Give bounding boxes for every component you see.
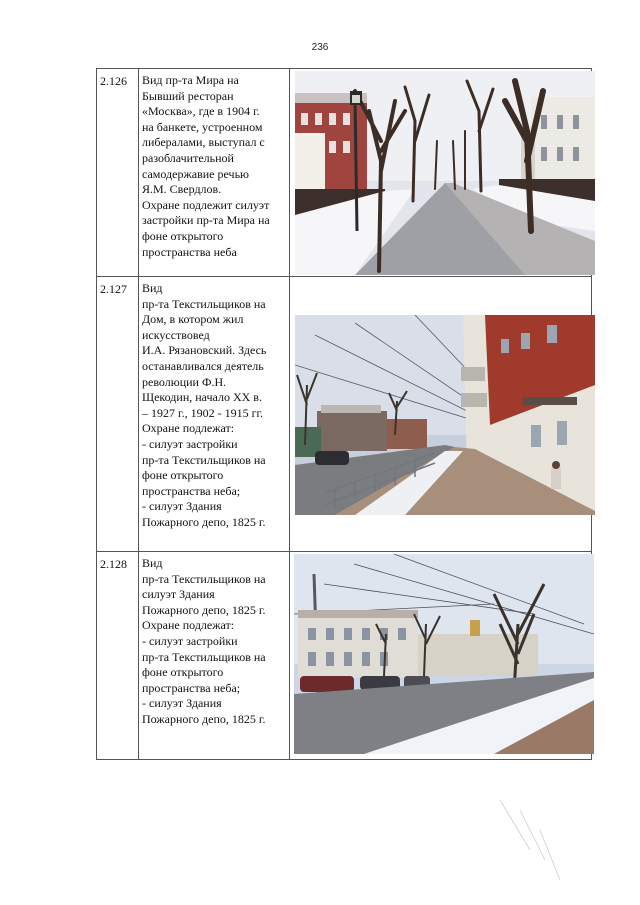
description-line: – 1927 г., 1902 - 1915 гг.	[142, 405, 264, 420]
row-description	[139, 69, 290, 277]
photo-cell	[290, 277, 592, 552]
description-line: пр-та Текстильщиков на	[142, 296, 266, 311]
street-photo	[294, 554, 594, 754]
description-line: Бывший ресторан	[142, 88, 234, 103]
row-number: 2.127	[97, 277, 139, 552]
description-line: революции Ф.Н.	[142, 374, 227, 389]
description-line: пространства неба;	[142, 483, 241, 498]
description-line: пространства неба	[142, 244, 237, 259]
row-number: 2.128	[97, 552, 139, 760]
table-row	[97, 69, 592, 277]
description-line: Я.М. Свердлов.	[142, 182, 222, 197]
description-line: Охране подлежит силуэт	[142, 197, 270, 212]
description-line: на банкете, устроенном	[142, 119, 263, 134]
photo-cell	[290, 552, 592, 760]
row-description	[139, 277, 290, 552]
scan-marks	[490, 790, 570, 890]
description-line: Дом, в котором жил	[142, 312, 244, 327]
description-line: Пожарного депо, 1825 г.	[142, 514, 266, 529]
table-row	[97, 277, 592, 552]
description-line: фоне открытого	[142, 468, 224, 483]
description-line: Пожарного депо, 1825 г.	[142, 711, 266, 726]
description-line: пространства неба;	[142, 680, 241, 695]
description-line: - силуэт Здания	[142, 696, 222, 711]
street-photo	[295, 71, 595, 275]
row-number: 2.126	[97, 69, 139, 277]
description-line: застройки пр-та Мира на	[142, 213, 270, 228]
description-line: фоне открытого	[142, 665, 224, 680]
description-line: останавливался деятель	[142, 358, 264, 373]
description-line: Охране подлежат:	[142, 618, 235, 633]
street-photo	[295, 315, 595, 515]
description-line: - силуэт Здания	[142, 499, 222, 514]
description-line: разоблачительной	[142, 150, 234, 165]
description-line: Щекодин, начало XX в.	[142, 390, 262, 405]
description-line: пр-та Текстильщиков на	[142, 649, 266, 664]
page-number: 236	[311, 42, 329, 53]
description-line: Вид	[142, 556, 163, 570]
description-line: «Москва», где в 1904 г.	[142, 104, 260, 119]
description-line: самодержавие речью	[142, 166, 250, 181]
monuments-table	[96, 68, 592, 760]
description-line: искусствовед	[142, 327, 210, 342]
description-line: пр-та Текстильщиков на	[142, 571, 266, 586]
table-row	[97, 552, 592, 760]
description-line: фоне открытого	[142, 228, 224, 243]
description-line: силуэт Здания	[142, 587, 215, 602]
description-line: - силуэт застройки	[142, 436, 238, 451]
description-line: либералами, выступал с	[142, 135, 265, 150]
description-line: Охране подлежат:	[142, 421, 235, 436]
photo-cell	[290, 69, 592, 277]
description-line: пр-та Текстильщиков на	[142, 452, 266, 467]
description-line: И.А. Рязановский. Здесь	[142, 343, 267, 358]
description-line: - силуэт застройки	[142, 633, 238, 648]
row-description	[139, 552, 290, 760]
description-line: Пожарного депо, 1825 г.	[142, 602, 266, 617]
description-line: Вид	[142, 281, 163, 295]
description-line: Вид пр-та Мира на	[142, 73, 239, 87]
